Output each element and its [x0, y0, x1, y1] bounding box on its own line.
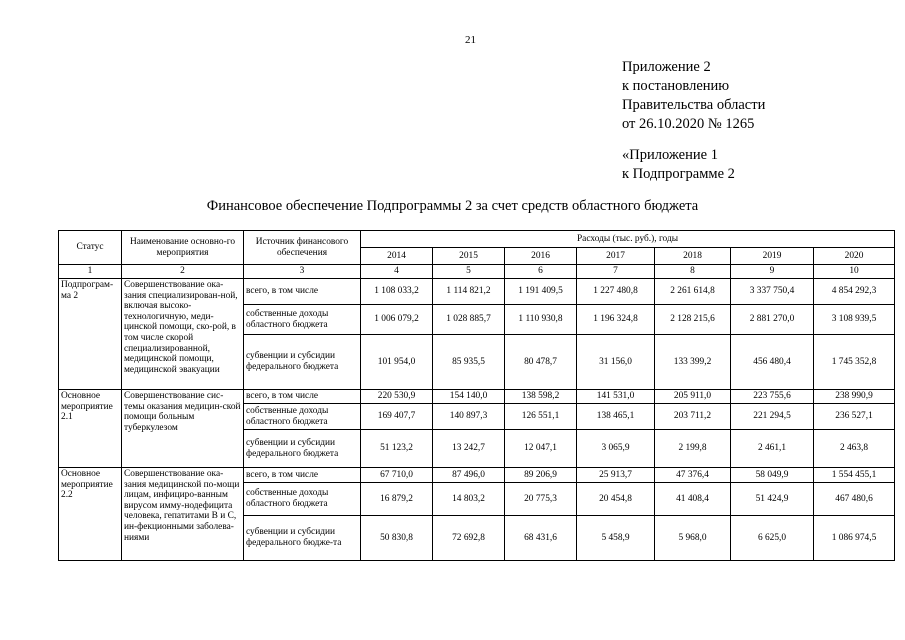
header-status: Статус — [59, 231, 122, 265]
document-title: Финансовое обеспечение Подпрограммы 2 за счет средств областного бюджета — [206, 198, 699, 214]
value-cell: 236 527,1 — [814, 404, 895, 430]
column-number: 4 — [361, 265, 433, 279]
header-year: 2016 — [505, 248, 577, 265]
source-cell: субвенции и субсидии федерального бюджета — [244, 335, 361, 390]
value-cell: 1 191 409,5 — [505, 279, 577, 305]
value-cell: 16 879,2 — [361, 483, 433, 516]
appendix-line: от 26.10.2020 № 1265 — [622, 116, 755, 132]
value-cell: 1 227 480,8 — [577, 279, 655, 305]
value-cell: 6 625,0 — [731, 516, 814, 561]
value-cell: 1 110 930,8 — [505, 305, 577, 335]
value-cell: 13 242,7 — [433, 430, 505, 468]
status-cell: Подпрограм-ма 2 — [59, 279, 122, 390]
source-cell: субвенции и субсидии федерального бюджета — [244, 430, 361, 468]
appendix-line: Приложение 2 — [622, 59, 711, 75]
value-cell: 1 114 821,2 — [433, 279, 505, 305]
source-cell: собственные доходы областного бюджета — [244, 483, 361, 516]
value-cell: 203 711,2 — [655, 404, 731, 430]
value-cell: 50 830,8 — [361, 516, 433, 561]
table-row — [59, 390, 895, 404]
column-number: 5 — [433, 265, 505, 279]
column-number: 8 — [655, 265, 731, 279]
value-cell: 5 458,9 — [577, 516, 655, 561]
value-cell: 1 196 324,8 — [577, 305, 655, 335]
appendix-line: к постановлению — [622, 78, 730, 94]
value-cell: 126 551,1 — [505, 404, 577, 430]
value-cell: 41 408,4 — [655, 483, 731, 516]
value-cell: 133 399,2 — [655, 335, 731, 390]
value-cell: 68 431,6 — [505, 516, 577, 561]
value-cell: 1 108 033,2 — [361, 279, 433, 305]
header-year: 2018 — [655, 248, 731, 265]
value-cell: 3 065,9 — [577, 430, 655, 468]
value-cell: 2 463,8 — [814, 430, 895, 468]
value-cell: 12 047,1 — [505, 430, 577, 468]
value-cell: 1 554 455,1 — [814, 468, 895, 483]
source-cell: всего, в том числе — [244, 390, 361, 404]
value-cell: 51 424,9 — [731, 483, 814, 516]
value-cell: 5 968,0 — [655, 516, 731, 561]
page-number: 21 — [465, 34, 476, 46]
value-cell: 1 086 974,5 — [814, 516, 895, 561]
value-cell: 1 028 885,7 — [433, 305, 505, 335]
appendix-reference-block — [622, 146, 735, 184]
value-cell: 89 206,9 — [505, 468, 577, 483]
value-cell: 87 496,0 — [433, 468, 505, 483]
source-cell: всего, в том числе — [244, 279, 361, 305]
value-cell: 2 128 215,6 — [655, 305, 731, 335]
column-number: 10 — [814, 265, 895, 279]
value-cell: 221 294,5 — [731, 404, 814, 430]
value-cell: 220 530,9 — [361, 390, 433, 404]
column-number: 7 — [577, 265, 655, 279]
value-cell: 154 140,0 — [433, 390, 505, 404]
header-expenses: Расходы (тыс. руб.), годы — [361, 231, 895, 248]
value-cell: 3 108 939,5 — [814, 305, 895, 335]
value-cell: 2 461,1 — [731, 430, 814, 468]
column-number: 1 — [59, 265, 122, 279]
source-cell: субвенции и субсидии федерального бюдже-та — [244, 516, 361, 561]
value-cell: 2 199,8 — [655, 430, 731, 468]
column-numbers-row — [59, 265, 895, 279]
appendix-block — [622, 58, 765, 134]
value-cell: 1 006 079,2 — [361, 305, 433, 335]
value-cell: 2 881 270,0 — [731, 305, 814, 335]
activity-name-cell: Совершенствование сис-темы оказания медицин-ской помощи больным туберкулезом — [122, 390, 244, 468]
value-cell: 141 531,0 — [577, 390, 655, 404]
value-cell: 140 897,3 — [433, 404, 505, 430]
header-year: 2014 — [361, 248, 433, 265]
header-source: Источник финансового обеспечения — [244, 231, 361, 265]
value-cell: 169 407,7 — [361, 404, 433, 430]
header-name: Наименование основно-го мероприятия — [122, 231, 244, 265]
header-year: 2019 — [731, 248, 814, 265]
value-cell: 14 803,2 — [433, 483, 505, 516]
value-cell: 72 692,8 — [433, 516, 505, 561]
header-year: 2017 — [577, 248, 655, 265]
value-cell: 51 123,2 — [361, 430, 433, 468]
header-year: 2020 — [814, 248, 895, 265]
appendix-ref-line: «Приложение 1 — [622, 147, 718, 163]
value-cell: 85 935,5 — [433, 335, 505, 390]
value-cell: 47 376,4 — [655, 468, 731, 483]
appendix-line: Правительства области — [622, 97, 766, 113]
value-cell: 67 710,0 — [361, 468, 433, 483]
column-number: 3 — [244, 265, 361, 279]
status-cell: Основное мероприятие 2.2 — [59, 468, 122, 561]
value-cell: 467 480,6 — [814, 483, 895, 516]
header-year: 2015 — [433, 248, 505, 265]
activity-name-cell: Совершенствование ока-зания медицинской по-мощи лицам, инфициро-ванным вирусом имму-нодефицита человека, гепатитами В и С, ин-фекционными заболева-ниями — [122, 468, 244, 561]
value-cell: 4 854 292,3 — [814, 279, 895, 305]
value-cell: 138 598,2 — [505, 390, 577, 404]
value-cell: 20 775,3 — [505, 483, 577, 516]
table-row — [59, 279, 895, 305]
column-number: 2 — [122, 265, 244, 279]
value-cell: 138 465,1 — [577, 404, 655, 430]
value-cell: 80 478,7 — [505, 335, 577, 390]
value-cell: 101 954,0 — [361, 335, 433, 390]
value-cell: 20 454,8 — [577, 483, 655, 516]
value-cell: 223 755,6 — [731, 390, 814, 404]
column-number: 6 — [505, 265, 577, 279]
financing-table — [58, 230, 895, 561]
source-cell: всего, в том числе — [244, 468, 361, 483]
column-number: 9 — [731, 265, 814, 279]
source-cell: собственные доходы областного бюджета — [244, 305, 361, 335]
value-cell: 25 913,7 — [577, 468, 655, 483]
value-cell: 58 049,9 — [731, 468, 814, 483]
value-cell: 3 337 750,4 — [731, 279, 814, 305]
value-cell: 2 261 614,8 — [655, 279, 731, 305]
value-cell: 456 480,4 — [731, 335, 814, 390]
value-cell: 205 911,0 — [655, 390, 731, 404]
source-cell: собственные доходы областного бюджета — [244, 404, 361, 430]
value-cell: 238 990,9 — [814, 390, 895, 404]
status-cell: Основное мероприятие 2.1 — [59, 390, 122, 468]
value-cell: 1 745 352,8 — [814, 335, 895, 390]
activity-name-cell: Совершенствование ока-зания специализирован-ной, включая высоко-технологичную, меди-цинской помощи, ско-рой, в том числе скорой специализированной, медицинской помощи, медицинской эвакуации — [122, 279, 244, 390]
appendix-ref-line: к Подпрограмме 2 — [622, 166, 735, 182]
value-cell: 31 156,0 — [577, 335, 655, 390]
table-row — [59, 468, 895, 483]
